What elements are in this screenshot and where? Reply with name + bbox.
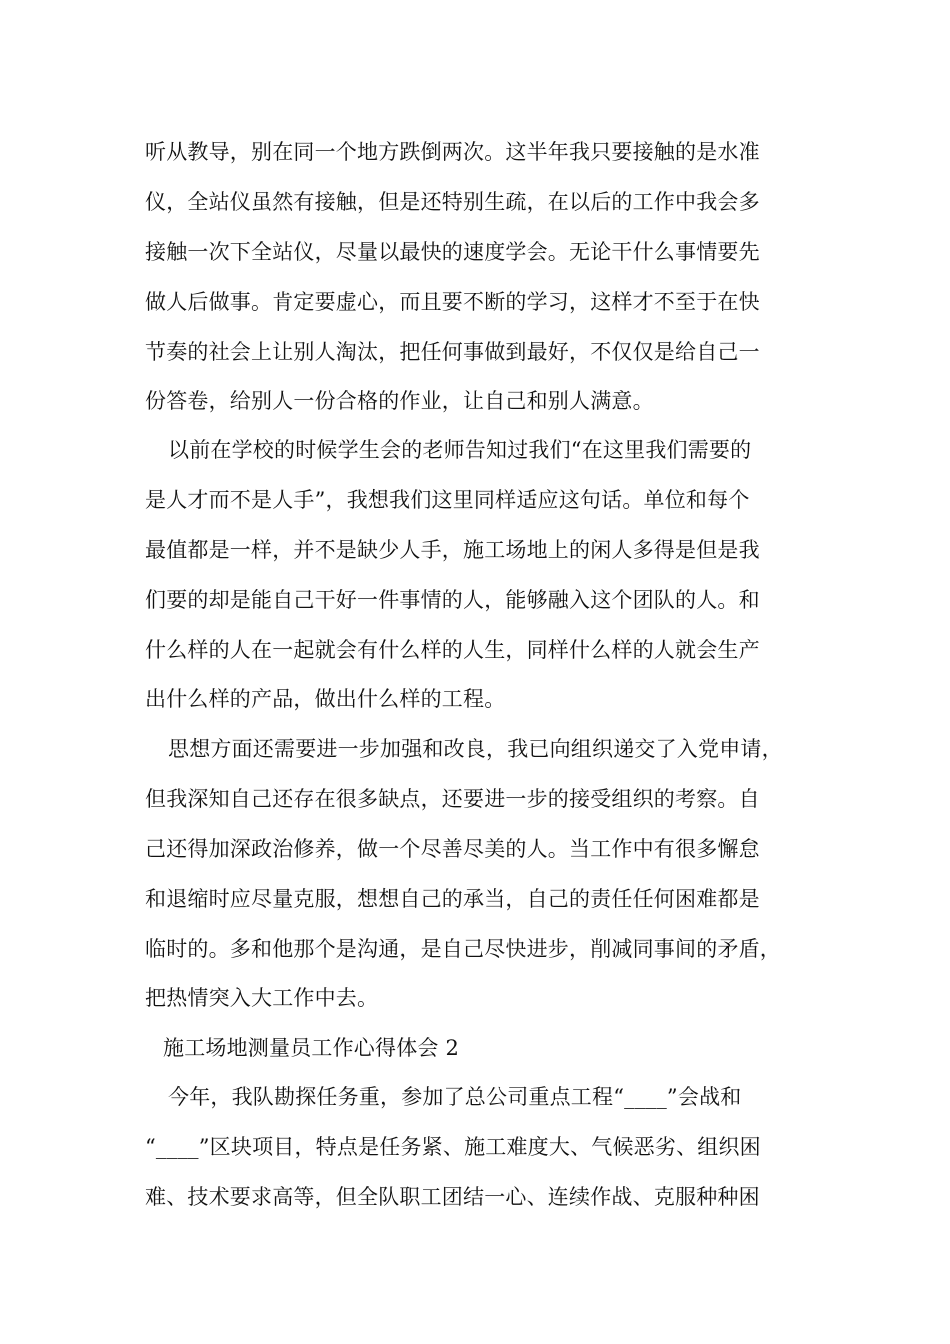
text-line: 思想方面还需要进一步加强和改良，我已向组织递交了入党申请，	[168, 737, 783, 761]
text-line: 把热情突入大工作中去。	[145, 986, 379, 1010]
text-line: 但我深知自己还存在很多缺点，还要进一步的接受组织的考察。自	[145, 787, 760, 811]
text-line: 今年，我队勘探任务重，参加了总公司重点工程“____”会战和	[168, 1085, 742, 1109]
text-line: 节奏的社会上让别人淘汰，把任何事做到最好，不仅仅是给自己一	[145, 340, 760, 364]
text-line: 最值都是一样，并不是缺少人手，施工场地上的闲人多得是但是我	[145, 538, 760, 562]
text-line: 临时的。多和他那个是沟通，是自己尽快进步，削减同事间的矛盾，	[145, 937, 781, 961]
text-line: 份答卷，给别人一份合格的作业，让自己和别人满意。	[145, 389, 654, 413]
text-line: 听从教导，别在同一个地方跌倒两次。这半年我只要接触的是水准	[145, 140, 760, 164]
text-line: 仪，全站仪虽然有接触，但是还特别生疏，在以后的工作中我会多	[145, 190, 760, 214]
text-line: 和退缩时应尽量克服，想想自己的承当，自己的责任任何困难都是	[145, 887, 760, 911]
section-heading: 施工场地测量员工作心得体会 2	[163, 1036, 460, 1060]
text-line: 己还得加深政治修养，做一个尽善尽美的人。当工作中有很多懈怠	[145, 837, 760, 861]
text-line: 是人才而不是人手”，我想我们这里同样适应这句话。单位和每个	[145, 488, 750, 512]
text-line: 什么样的人在一起就会有什么样的人生，同样什么样的人就会生产	[145, 638, 760, 662]
text-line: “____”区块项目，特点是任务紧、施工难度大、气候恶劣、组织困	[145, 1135, 761, 1159]
text-line: 接触一次下全站仪，尽量以最快的速度学会。无论干什么事情要先	[145, 240, 760, 264]
text-line: 以前在学校的时候学生会的老师告知过我们“在这里我们需要的	[168, 438, 752, 462]
text-line: 出什么样的产品，做出什么样的工程。	[145, 687, 506, 711]
text-line: 们要的却是能自己干好一件事情的人，能够融入这个团队的人。和	[145, 588, 760, 612]
text-line: 做人后做事。肯定要虚心，而且要不断的学习，这样才不至于在快	[145, 290, 760, 314]
text-line: 难、技术要求高等，但全队职工团结一心、连续作战、克服种种困	[145, 1185, 760, 1209]
